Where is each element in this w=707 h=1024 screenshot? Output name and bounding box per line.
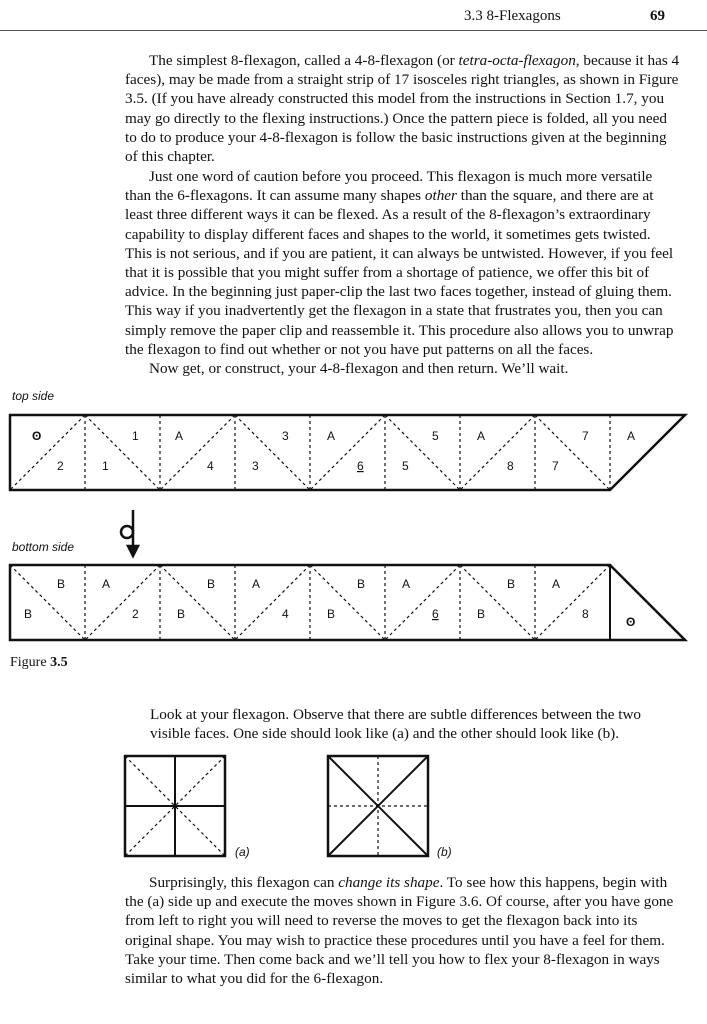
square-faces-figure [0,748,707,863]
strip-label: A [175,429,184,443]
strip-label: B [327,607,336,621]
square-b-label: (b) [437,845,452,859]
emphasis-text: other [424,187,457,205]
strip-label: B [57,577,66,591]
caption-number: 3.5 [50,655,68,670]
paragraph-text: The simplest 8-flexagon, called a 4-8-flexagon (or [149,52,459,69]
figure-caption [10,655,68,671]
strip-label: A [102,577,111,591]
paragraph-text: Now get, or construct, your 4-8-flexagon and then return. We’ll wait. [149,360,569,378]
square-b [328,756,428,856]
paragraph-intro [125,51,681,166]
start-mark-icon: ʘ [626,615,636,629]
strip-label: B [357,577,366,591]
bottom-side-label: bottom side [12,540,75,554]
running-header [0,6,707,30]
strip-label: 1 [132,429,139,443]
strip-label: 3 [252,459,259,473]
strip-label: 5 [402,459,409,473]
strip-label: A [327,429,336,443]
strip-label: 7 [582,429,589,443]
strip-label: 6 [432,607,439,621]
strip-label: B [24,607,33,621]
caption-prefix: Figure [10,655,47,670]
strip-label: 3 [282,429,289,443]
paragraph-text: Just one word of caution before you proceed. This flexagon is much more versatile than the 6-flexagons. It can assume many shapes [125,168,653,205]
strip-label: A [552,577,561,591]
strip-label: A [477,429,486,443]
strip-label: 2 [57,459,64,473]
strip-label: B [507,577,516,591]
strip-label: 7 [552,459,559,473]
section-title: 3.3 8-Flexagons [464,8,561,24]
strip-label: A [627,429,636,443]
square-a [125,756,225,856]
top-side-label: top side [12,389,55,403]
paragraph-text: . To see how this happens, begin with the (a) side up and execute the moves shown in Figure 3.6. Of course, after you have gone from left to right you will need to reverse the moves to get the flexagon back into its original shape. You may wish to practice these procedures until you have a feel for them. Take your time. Then come back and we’ll tell you how to flex your 8-flexagon in ways similar to what you did for the 6-flexagon. [125,874,674,988]
strip-label: 2 [132,607,139,621]
paragraph-observe [150,705,681,743]
paragraph-text: than the square, and there are at least three different ways it can be flexed. As a result of the 8-flexagon’s extraordinary capability to display different faces and shapes to the world, it sometimes gets twisted. This is not serious, and if you are patient, it can always be untwisted. However, if you feel that it is possible that you might suffer from a shortage of patience, we offer this bit of advice. In the beginning just paper-clip the last two faces together, instead of gluing them. This way if you inadvertently get the flexagon in a state that frustrates you, then you can simply remove the paper clip and reassemble it. This procedure also allows you to unwrap the flexagon to find out whether or not you have put patterns on all the faces. [125,187,674,358]
strip-label: 4 [282,607,289,621]
strip-label: A [252,577,261,591]
start-mark-icon: ʘ [32,429,42,443]
strip-label: 1 [102,459,109,473]
paragraph-text: Look at your flexagon. Observe that there are subtle differences between the two visible faces. One side should look like (a) and the other should look like (b). [150,706,642,743]
paragraph-text: , because it has 4 faces), may be made from a straight strip of 17 isosceles right triangles, as shown in Figure 3.5. (If you have already constructed this model from the instructions in Section 1.7, you may go directly to the flexing instructions.) Once the pattern piece is folded, all you need to do to produce your 4-8-flexagon is follow the basic instructions given at the beginning of this chapter. [125,52,680,166]
paragraph-text: Surprisingly, this flexagon can [149,874,339,891]
bottom-strip [10,565,685,640]
strip-label: 6 [357,459,364,473]
strip-label: 8 [582,607,589,621]
strip-label: A [402,577,411,591]
emphasis-text: tetra-octa-flexagon [458,52,576,69]
strip-label: B [177,607,186,621]
strip-label: 4 [207,459,214,473]
paragraph-caution [125,167,681,378]
strip-label: B [207,577,216,591]
top-strip [10,415,685,490]
square-a-label: (a) [235,845,250,859]
paragraph-shape [125,873,681,988]
page-number: 69 [650,8,665,24]
flip-arrow-icon [121,510,138,556]
flexagon-strip-figure [0,410,707,670]
strip-label: B [477,607,486,621]
header-rule [0,30,707,31]
emphasis-text: change its shape [338,874,440,891]
strip-label: 8 [507,459,514,473]
strip-label: 5 [432,429,439,443]
